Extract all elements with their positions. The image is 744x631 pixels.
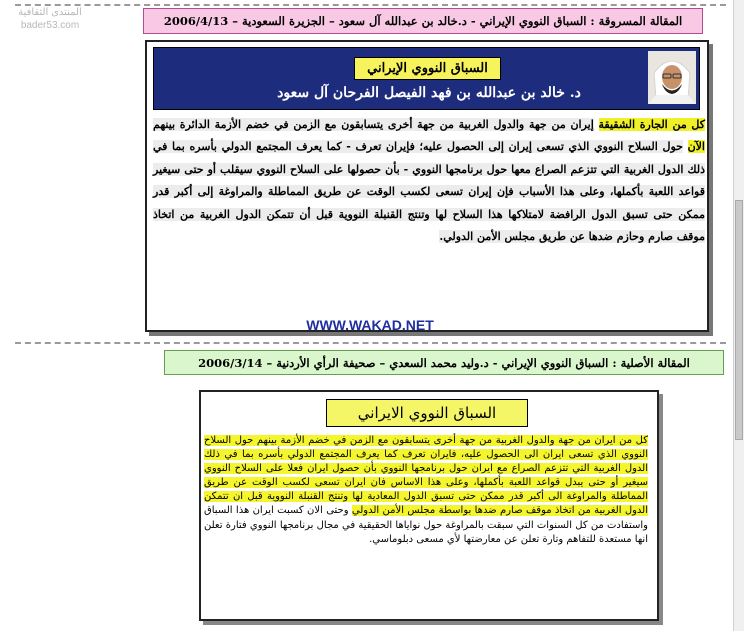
author-photo	[648, 51, 696, 104]
scrollbar-thumb[interactable]	[735, 200, 743, 440]
stolen-article-body	[153, 114, 705, 248]
original-text-segment: وحتى الان كسبت ايران هذا السباق واستفادت من كل السنوات التي سبقت بالمراوغة حول نواياها الحقيقية في مجال برنامجها النووي فتارة تعلن انها مستعدة للتفاهم وتارة تعلن عن معارضتها لأي مسعى دبلوماسي.	[204, 505, 648, 545]
original-text-segment: كل من ايران من جهة والدول الغربية من جهة أخرى يتسابقون مع الزمن في خضم الأزمة بينهم حول السلاح النووي الذي تسعى ايران الى الحصول عليه، فايران تعرف كما يعرف المجتمع الدولي بأسره بما في ذلك الدول الغربية التي تتزعم الصراع مع ايران حول برنامجها النووي بأن حصول ايران فعلا على السلاح النووي سيغير أو حتى يبدل قواعد اللعبة بأكملها، وعلى هذا الاساس فان ايران تسعى لكسب الوقت عن طريق المماطلة والمراوغة الى أكبر قدر ممكن حتى تسبق الدول المعادية لها وتنتج القنبلة النووية قبل ان تتمكن الدول الغربية من اتخاذ موقف صارم ضدها بواسطة مجلس الأمن الدولي	[204, 435, 649, 517]
stolen-text-segment: الآن	[687, 140, 705, 154]
stolen-article-box	[145, 40, 709, 332]
stolen-article-author: د. خالد بن عبدالله بن فهد الفيصل الفرحان آل سعود	[277, 85, 581, 101]
watermark-line-1: المنتدى الثقافية	[18, 7, 82, 18]
stolen-article-header: المقالة المسروقة : السباق النووي الإيراني - د.خالد بن عبدالله آل سعود – الجزيرة السعودية – 2006/4/13	[143, 8, 703, 34]
original-article-box	[199, 390, 659, 621]
dashed-separator	[15, 342, 726, 344]
stolen-text-segment: كل من الجارة الشقيقة	[598, 118, 705, 131]
watermark-line-2: bader53.com	[20, 20, 80, 31]
author-banner	[153, 47, 700, 110]
vertical-scrollbar[interactable]	[733, 0, 744, 631]
original-article-header: المقالة الأصلية : السباق النووي الإيراني - د.وليد محمد السعدي – صحيفة الرأي الأردنية – 2006/3/14	[164, 350, 724, 375]
stolen-text-segment: إيران من جهة والدول الغربية من جهة أخرى يتسابقون مع الزمن في خضم الأزمة الدائرة بينهم	[153, 118, 594, 131]
stolen-article-title: السباق النووي الإيراني	[354, 57, 501, 80]
site-label: WWW.WAKAD.NET	[306, 317, 434, 333]
stolen-text-segment: حول السلاح النووي الذي تسعى إيران إلى الحصول عليه؛ فإيران تعرف - كما يعرف المجتمع الدولي بأسره بما في ذلك الدول الغربية التي تتزعم الصراع معها حول برنامجها النووي - بأن حصولها على السلاح النووي سيقلب أو حتى سيغير قواعد اللعبة بأكملها، وعلى هذا الأسباب فإن إيران تسعى لكسب الوقت عن طريق المماطلة والمراوغة إلى أكبر قدر ممكن حتى تسبق الدول الرافضة لامتلاكها هذا السلاح لها وتنتج القنبلة النووية قبل أن تتمكن الدول الغربية من اتخاذ موقف صارم وحازم ضدها عن طريق مجلس الأمن الدولي.	[153, 140, 705, 244]
original-article-body	[204, 434, 648, 547]
dashed-separator	[15, 4, 726, 6]
watermark	[4, 6, 96, 32]
original-article-title: السباق النووي الايراني	[326, 399, 528, 427]
